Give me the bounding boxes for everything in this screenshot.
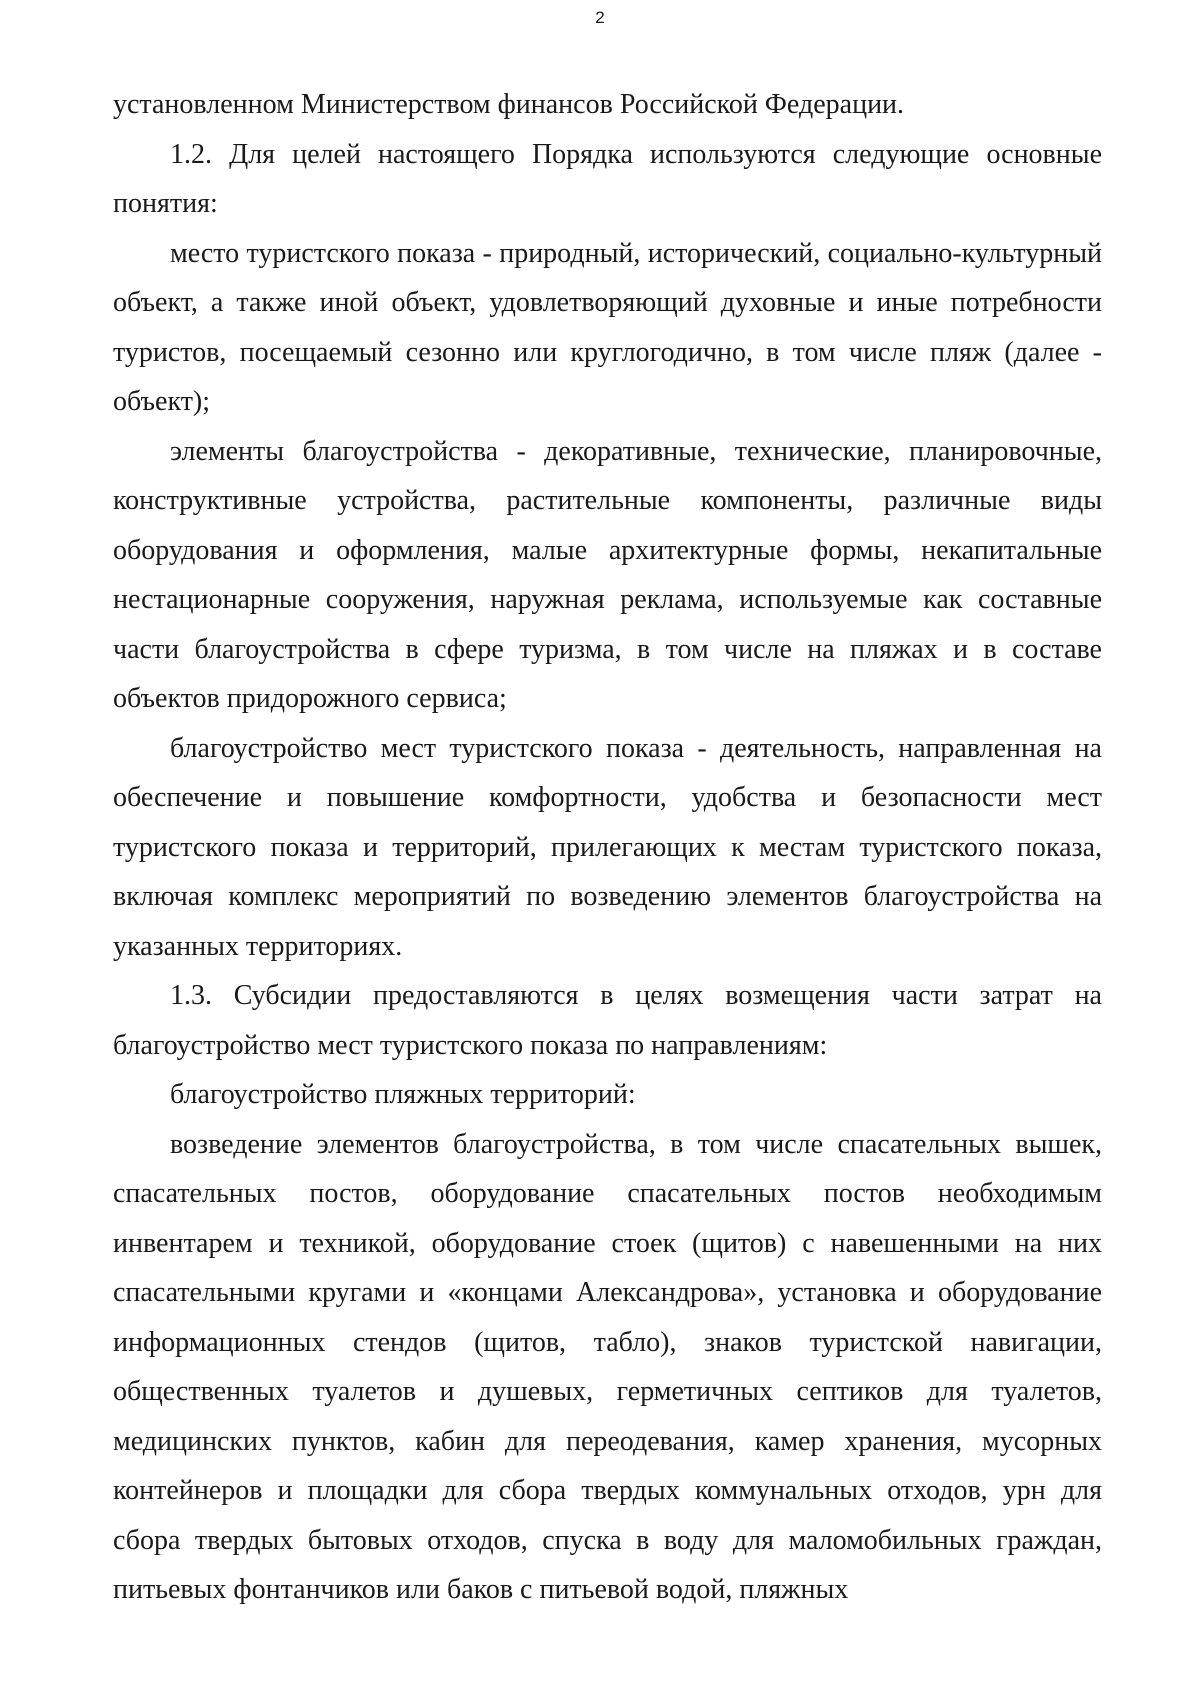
page-number: 2 — [595, 8, 605, 27]
paragraph-definition-site-improvement: благоустройство мест туристского показа - деятельность, направленная на обеспечение и повышение комфортности, удобства и безопасности мест туристского показа и территорий, прилегающих к местам туристского показа, включая комплекс мероприятий по возведению элементов благоустройства на указанных территориях. — [113, 732, 1102, 962]
paragraph-beach-improvement: благоустройство пляжных территорий: — [170, 1079, 636, 1110]
paragraph-section-1-2: 1.2. Для целей настоящего Порядка используются следующие основные понятия: — [113, 138, 1102, 219]
paragraph-definition-tourist-site: место туристского показа - природный, исторический, социально-культурный объект, а также иной объект, удовлетворяющий духовные и иные потребности туристов, посещаемый сезонно или круглогодично, в том числе пляж (далее - объект); — [113, 237, 1102, 417]
paragraph-definition-improvement-elements: элементы благоустройства - декоративные, технические, планировочные, конструктивные устройства, растительные компоненты, различные виды оборудования и оформления, малые архитектурные формы, некапитальные нестационарные сооружения, наружная реклама, используемые как составные части благоустройства в сфере туризма, в том числе на пляжах и в составе объектов придорожного сервиса; — [113, 435, 1102, 714]
paragraph-construction-elements: возведение элементов благоустройства, в том числе спасательных вышек, спасательных постов, оборудование спасательных постов необходимым инвентарем и техникой, оборудование стоек (щитов) с навешенными на них спасательными кругами и «концами Александрова», установка и оборудование информационных стендов (щитов, табло), знаков туристской навигации, общественных туалетов и душевых, герметичных септиков для туалетов, медицинских пунктов, кабин для переодевания, камер хранения, мусорных контейнеров и площадки для сбора твердых коммунальных отходов, урн для сбора твердых бытовых отходов, спуска в воду для маломобильных граждан, питьевых фонтанчиков или баков с питьевой водой, пляжных — [113, 1128, 1102, 1605]
paragraph-section-1-3: 1.3. Субсидии предоставляются в целях возмещения части затрат на благоустройство мест туристского показа по направлениям: — [113, 980, 1102, 1061]
paragraph-continuation: установленном Министерством финансов Российской Федерации. — [113, 89, 905, 120]
document-body — [113, 80, 1102, 1615]
